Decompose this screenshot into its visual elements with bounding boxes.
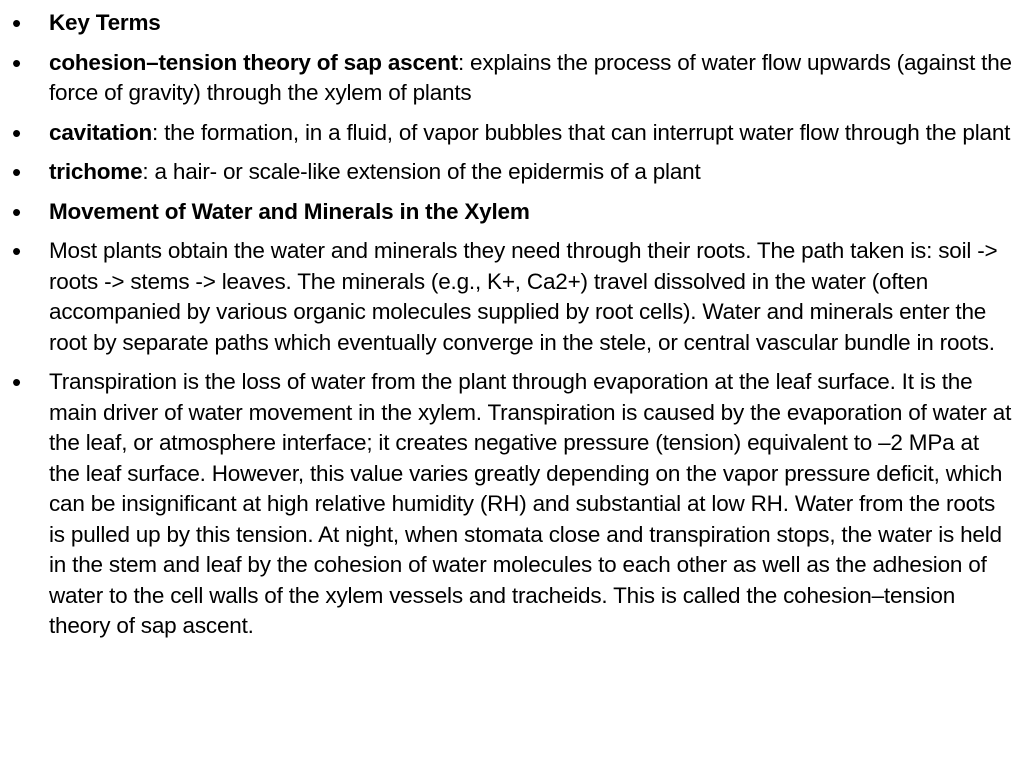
paragraph-text: Most plants obtain the water and minerals they need through their roots. The path taken is: soil -> roots -> stems -> leaves. The minerals (e.g., K+, Ca2+) travel dissolved in the water (often accompanied by various organic molecules supplied by root cells). Water and minerals enter the root by separate paths which eventually converge in the stele, or central vascular bundle in roots. [49, 238, 998, 355]
term-text: cohesion–tension theory of sap ascent [49, 49, 458, 75]
definition-text: : the formation, in a fluid, of vapor bubbles that can interrupt water flow through the plant [152, 119, 1011, 145]
bullet-cavitation [12, 118, 1012, 149]
bullet-dot-icon: • [12, 157, 21, 187]
bullet-transpiration-paragraph [12, 367, 1012, 642]
paragraph-text: Transpiration is the loss of water from the plant through evaporation at the leaf surface. It is the main driver of water movement in the xylem. Transpiration is caused by the evaporation of water at the leaf, or atmosphere interface; it creates negative pressure (tension) equivalent to –2 MPa at the leaf surface. However, this value varies greatly depending on the vapor pressure deficit, which can be insignificant at high relative humidity (RH) and substantial at low RH. Water from the roots is pulled up by this tension. At night, when stomata close and transpiration stops, the water is held in the stem and leaf by the cohesion of water molecules to each other as well as the adhesion of water to the cell walls of the xylem vessels and tracheids. This is called the cohesion–tension theory of sap ascent. [49, 369, 1012, 638]
bullet-list [12, 8, 1012, 651]
bullet-dot-icon: • [12, 8, 21, 38]
heading-text: Key Terms [49, 10, 161, 35]
bullet-dot-icon: • [12, 47, 21, 78]
bullet-dot-icon: • [12, 117, 21, 148]
bullet-roots-paragraph [12, 236, 1012, 358]
term-text: trichome [49, 159, 143, 184]
definition-text: : explains the process of water flow upwards (against the force of gravity) through the xylem of plants [49, 49, 1012, 105]
bullet-dot-icon: • [12, 196, 21, 227]
bullet-dot-icon: • [12, 367, 21, 397]
bullet-key-terms-heading [12, 8, 1012, 39]
term-text: cavitation [49, 119, 153, 145]
bullet-movement-heading [12, 197, 1012, 228]
bullet-dot-icon: • [12, 236, 21, 266]
heading-text: Movement of Water and Minerals in the Xylem [49, 198, 530, 224]
bullet-cohesion-tension [12, 48, 1012, 109]
bullet-trichome [12, 157, 1012, 188]
definition-text: : a hair- or scale-like extension of the epidermis of a plant [142, 159, 701, 184]
